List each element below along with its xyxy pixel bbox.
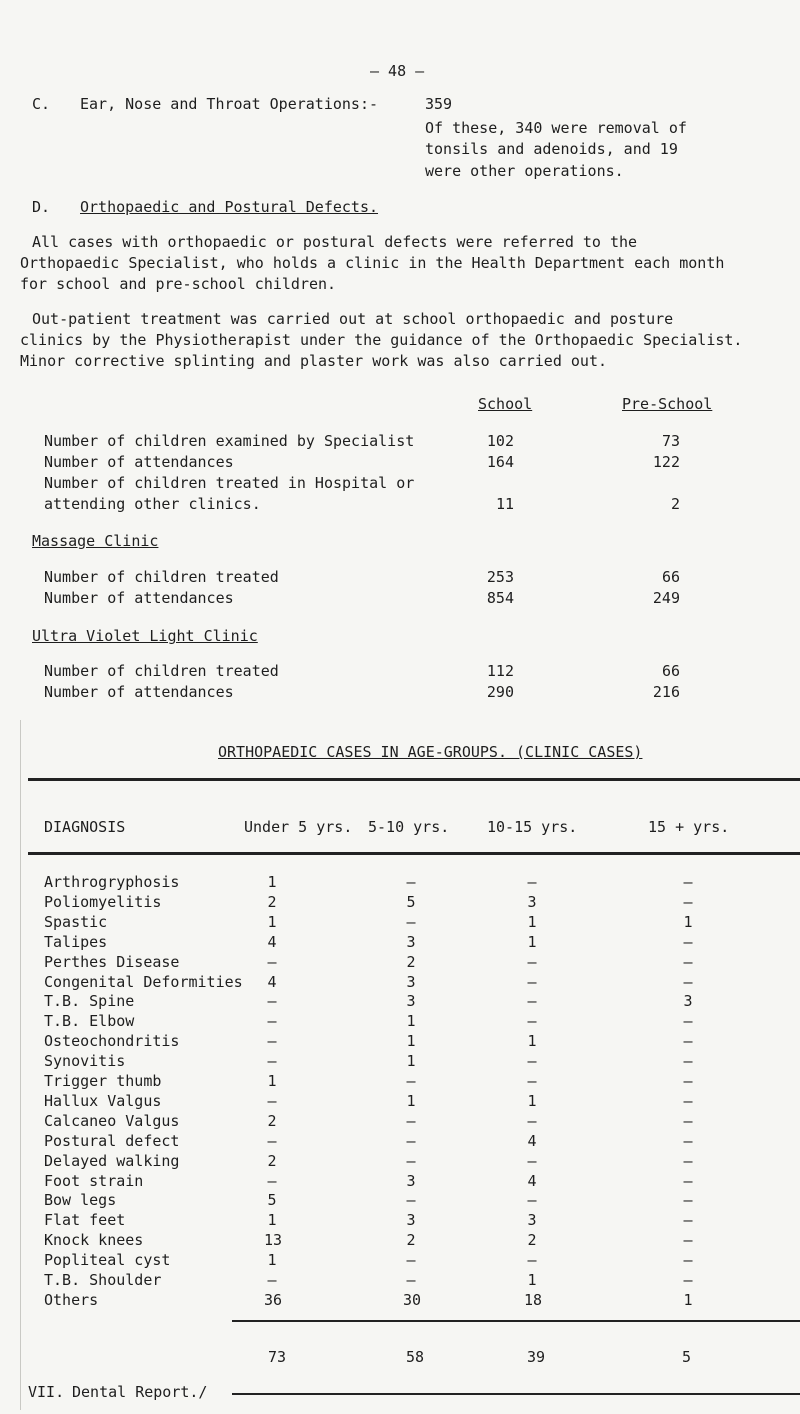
- count-cell: –: [683, 972, 693, 991]
- header-5-10: 5-10 yrs.: [368, 818, 450, 836]
- summary-school-value: 253: [486, 568, 514, 586]
- count-cell: –: [683, 1271, 693, 1289]
- table-row: [0, 1211, 800, 1230]
- ortho-table-title: ORTHOPAEDIC CASES IN AGE-GROUPS. (CLINIC CASES): [218, 743, 643, 761]
- diagnosis-cell: Calcaneo Valgus: [44, 1111, 180, 1130]
- count-cell: 3: [527, 892, 537, 911]
- summary-school-value: 164: [486, 453, 514, 471]
- summary-school-value: 102: [486, 432, 514, 450]
- totals-rule: [232, 1320, 800, 1322]
- summary-label: Number of attendances: [44, 453, 234, 471]
- count-cell: –: [683, 1251, 693, 1270]
- paragraph-line: All cases with orthopaedic or postural defects were referred to the: [32, 233, 638, 251]
- header-15-plus: 15 + yrs.: [648, 818, 730, 836]
- count-cell: 1: [267, 1211, 277, 1230]
- count-cell: 2: [406, 952, 416, 971]
- count-cell: 3: [406, 1211, 416, 1230]
- count-cell: 4: [527, 1131, 537, 1150]
- count-cell: 3: [406, 1171, 416, 1190]
- section-d-label: D.: [32, 198, 51, 216]
- count-cell: –: [527, 1072, 537, 1090]
- table-row: [0, 1072, 800, 1091]
- table-row: [0, 933, 800, 952]
- summary-school-value: 11: [495, 495, 514, 513]
- count-cell: 2: [406, 1231, 416, 1250]
- table-row: [0, 1052, 800, 1071]
- count-cell: 2: [267, 1151, 277, 1170]
- count-cell: 4: [527, 1171, 537, 1190]
- count-cell: –: [267, 1032, 277, 1051]
- count-cell: 1: [527, 1091, 537, 1110]
- page-number: — 48 —: [370, 62, 425, 80]
- count-cell: 1: [406, 1052, 416, 1071]
- count-cell: 18: [524, 1290, 543, 1309]
- table-row: [0, 1032, 800, 1051]
- count-cell: –: [683, 1052, 693, 1071]
- count-cell: 1: [683, 912, 693, 931]
- section-c-note-line: were other operations.: [425, 162, 624, 180]
- diagnosis-cell: Flat feet: [44, 1211, 126, 1230]
- count-cell: 2: [527, 1231, 537, 1250]
- count-cell: 1: [527, 1271, 537, 1289]
- count-cell: 1: [527, 1032, 537, 1051]
- table-row: [0, 1271, 800, 1290]
- count-cell: 1: [267, 1251, 277, 1270]
- count-cell: –: [406, 873, 416, 891]
- count-cell: 1: [406, 1012, 416, 1031]
- count-cell: –: [683, 1191, 693, 1210]
- section-c-note-line: tonsils and adenoids, and 19: [425, 140, 678, 158]
- summary-label: Number of children treated: [44, 568, 279, 586]
- count-cell: 4: [267, 932, 277, 951]
- paragraph-line: for school and pre-school children.: [20, 275, 337, 293]
- count-cell: 30: [403, 1290, 422, 1309]
- count-cell: –: [683, 1012, 693, 1031]
- summary-preschool-value: 66: [661, 662, 680, 680]
- count-cell: –: [683, 1091, 693, 1110]
- count-cell: 4: [267, 972, 277, 991]
- count-cell: –: [527, 1111, 537, 1130]
- summary-preschool-value: 216: [652, 683, 680, 701]
- section-c-value: 359: [425, 95, 453, 113]
- diagnosis-cell: Talipes: [44, 932, 108, 951]
- paragraph-line: Minor corrective splinting and plaster work was also carried out.: [20, 352, 607, 370]
- table-row: [0, 1132, 800, 1151]
- table-row: [0, 1231, 800, 1250]
- table-row: [0, 893, 800, 912]
- table-bottom-rule: [232, 1393, 800, 1395]
- summary-label: Number of children examined by Specialist: [44, 432, 415, 450]
- footer-dental-report: Dental Report./: [72, 1383, 208, 1401]
- count-cell: 1: [267, 912, 277, 931]
- count-cell: –: [683, 932, 693, 951]
- count-cell: –: [683, 1151, 693, 1170]
- count-cell: –: [406, 1191, 416, 1210]
- table-row: [0, 1172, 800, 1191]
- summary-school-value: 854: [486, 589, 514, 607]
- count-cell: –: [406, 1151, 416, 1170]
- header-diagnosis: DIAGNOSIS: [44, 818, 126, 836]
- diagnosis-cell: Popliteal cyst: [44, 1251, 171, 1270]
- count-cell: –: [267, 1091, 277, 1110]
- count-cell: 1: [527, 912, 537, 931]
- summary-school-value: 112: [486, 662, 514, 680]
- summary-preschool-value: 249: [652, 589, 680, 607]
- table-row: [0, 1152, 800, 1171]
- table-row: [0, 1012, 800, 1031]
- count-cell: –: [683, 892, 693, 911]
- total-under-5: 73: [268, 1348, 287, 1366]
- col-header-school: School: [478, 395, 533, 413]
- table-row: [0, 1191, 800, 1210]
- count-cell: –: [267, 992, 277, 1011]
- count-cell: 1: [406, 1032, 416, 1051]
- count-cell: 36: [264, 1290, 283, 1309]
- count-cell: –: [683, 952, 693, 971]
- count-cell: –: [406, 1271, 416, 1289]
- section-c-title: Ear, Nose and Throat Operations:-: [80, 95, 379, 113]
- paragraph-line: Orthopaedic Specialist, who holds a clinic in the Health Department each month: [20, 254, 725, 272]
- diagnosis-cell: Bow legs: [44, 1191, 117, 1210]
- summary-preschool-value: 73: [661, 432, 680, 450]
- table-row: [0, 953, 800, 972]
- diagnosis-cell: T.B. Spine: [44, 992, 135, 1011]
- count-cell: –: [527, 1052, 537, 1071]
- section-c-note-line: Of these, 340 were removal of: [425, 119, 687, 137]
- count-cell: 1: [267, 873, 277, 891]
- count-cell: 3: [406, 972, 416, 991]
- total-5-10: 58: [406, 1348, 425, 1366]
- count-cell: –: [527, 873, 537, 891]
- count-cell: –: [527, 1012, 537, 1031]
- count-cell: –: [527, 1151, 537, 1170]
- count-cell: –: [683, 1131, 693, 1150]
- summary-label: Number of children treated: [44, 662, 279, 680]
- footer-section-label: VII.: [28, 1383, 65, 1401]
- count-cell: –: [683, 873, 693, 891]
- count-cell: –: [683, 1211, 693, 1230]
- count-cell: 1: [527, 932, 537, 951]
- table-row: [0, 1251, 800, 1270]
- count-cell: –: [527, 1251, 537, 1270]
- table-row: [0, 873, 800, 892]
- count-cell: –: [527, 1191, 537, 1210]
- section-c-label: C.: [32, 95, 51, 113]
- count-cell: –: [406, 1072, 416, 1090]
- count-cell: 2: [267, 1111, 277, 1130]
- summary-school-value: 290: [486, 683, 514, 701]
- table-header-rule: [28, 852, 800, 855]
- count-cell: –: [267, 1131, 277, 1150]
- count-cell: 3: [406, 992, 416, 1011]
- count-cell: –: [267, 1271, 277, 1289]
- count-cell: –: [406, 1111, 416, 1130]
- diagnosis-cell: Congenital Deformities: [44, 972, 243, 991]
- count-cell: 3: [683, 992, 693, 1011]
- header-10-15: 10-15 yrs.: [487, 818, 578, 836]
- diagnosis-cell: Arthrogryphosis: [44, 873, 180, 891]
- table-top-rule: [28, 778, 800, 781]
- count-cell: –: [406, 912, 416, 931]
- table-row: [0, 1291, 800, 1310]
- diagnosis-cell: Foot strain: [44, 1171, 144, 1190]
- diagnosis-cell: Knock knees: [44, 1231, 144, 1250]
- summary-preschool-value: 66: [661, 568, 680, 586]
- diagnosis-cell: Postural defect: [44, 1131, 180, 1150]
- table-row: [0, 973, 800, 992]
- massage-clinic-heading: Massage Clinic: [32, 532, 159, 550]
- total-10-15: 39: [527, 1348, 546, 1366]
- count-cell: –: [406, 1251, 416, 1270]
- diagnosis-cell: Poliomyelitis: [44, 892, 162, 911]
- table-row: [0, 913, 800, 932]
- count-cell: 5: [406, 892, 416, 911]
- count-cell: –: [267, 1171, 277, 1190]
- total-15-plus: 5: [682, 1348, 692, 1366]
- summary-label: Number of children treated in Hospital or: [44, 474, 415, 492]
- diagnosis-cell: Osteochondritis: [44, 1032, 180, 1051]
- diagnosis-cell: Spastic: [44, 912, 108, 931]
- summary-label: Number of attendances: [44, 683, 234, 701]
- count-cell: –: [267, 1052, 277, 1071]
- count-cell: 1: [406, 1091, 416, 1110]
- count-cell: 3: [527, 1211, 537, 1230]
- diagnosis-cell: Trigger thumb: [44, 1072, 162, 1090]
- section-d-title: Orthopaedic and Postural Defects.: [80, 198, 379, 216]
- summary-label: Number of attendances: [44, 589, 234, 607]
- paragraph-line: Out-patient treatment was carried out at school orthopaedic and posture: [32, 310, 674, 328]
- count-cell: –: [527, 972, 537, 991]
- count-cell: 1: [683, 1290, 693, 1309]
- summary-preschool-value: 2: [670, 495, 680, 513]
- count-cell: 3: [406, 932, 416, 951]
- count-cell: –: [683, 1171, 693, 1190]
- table-row: [0, 1092, 800, 1111]
- diagnosis-cell: T.B. Elbow: [44, 1012, 135, 1031]
- count-cell: –: [683, 1032, 693, 1051]
- table-row: [0, 992, 800, 1011]
- count-cell: 1: [267, 1072, 277, 1090]
- paragraph-line: clinics by the Physiotherapist under the guidance of the Orthopaedic Specialist.: [20, 331, 743, 349]
- count-cell: –: [267, 952, 277, 971]
- count-cell: –: [406, 1131, 416, 1150]
- uv-clinic-heading: Ultra Violet Light Clinic: [32, 627, 258, 645]
- summary-preschool-value: 122: [652, 453, 680, 471]
- count-cell: 5: [267, 1191, 277, 1210]
- col-header-preschool: Pre-School: [622, 395, 713, 413]
- count-cell: –: [683, 1072, 693, 1090]
- diagnosis-cell: Delayed walking: [44, 1151, 180, 1170]
- count-cell: –: [683, 1111, 693, 1130]
- table-row: [0, 1112, 800, 1131]
- summary-label: attending other clinics.: [44, 495, 261, 513]
- count-cell: 2: [267, 892, 277, 911]
- diagnosis-cell: Hallux Valgus: [44, 1091, 162, 1110]
- diagnosis-cell: T.B. Shoulder: [44, 1271, 162, 1289]
- diagnosis-cell: Synovitis: [44, 1052, 126, 1071]
- count-cell: –: [527, 952, 537, 971]
- diagnosis-cell: Others: [44, 1290, 99, 1309]
- count-cell: –: [267, 1012, 277, 1031]
- header-under-5: Under 5 yrs.: [244, 818, 353, 836]
- count-cell: 13: [264, 1231, 283, 1250]
- count-cell: –: [683, 1231, 693, 1250]
- count-cell: –: [527, 992, 537, 1011]
- diagnosis-cell: Perthes Disease: [44, 952, 180, 971]
